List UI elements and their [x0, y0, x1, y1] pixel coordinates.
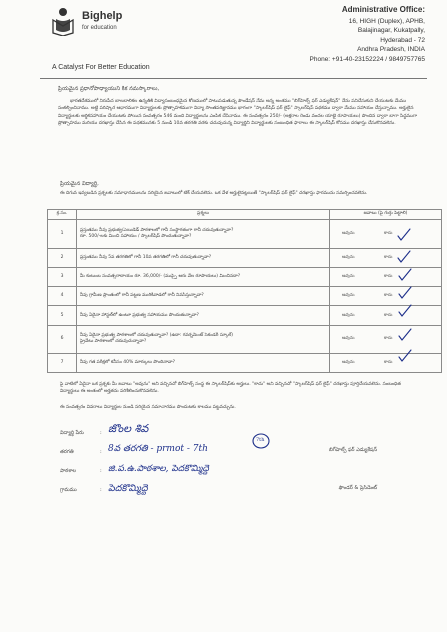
intro-paragraph: భారతదేశములో నిరుపేద బాలబాలికల ఉన్నతికి విద్యాసంబంధమైన కోణములో పాటుపడుతున్న పౌండేషన్ నేమ అన్న అంశము "బిగ్‌హెల్ప్ ఫర్ ఎడ్యుకేషన్" నేను పనిచేసుకుని చేయుటకు మేము సంకల్పించినాము. అట్టి పరిష్కార ఆధారముగా విద్యార్థులకు ప్రోత్సాహకముగా విద్యా సొంతపరిజ్ఞానము భాగంగా "స్కాలర్‌షిప్ ఫర్ లైఫ్" స్కాలర్‌షిప్ పథకము ద్వారా మేము సహాయం చేస్తున్నాము. అర్హులైన విద్యార్థులకు ఆర్థికసహాయం చేయుటకు పోయిన సంవత్సరం 546 మంది విద్యార్థులను ఎంపిక చేసినాము. ఈ సంవత్సరం 250/- (అక్షరాల రెండు వందల యాభై రూపాయలు) పొందిన ద్వారా బాగా సిద్ధముగా ప్రోత్సాహము మరియు దరఖాస్తు చేసిన ఈ పథకమునకు 5 నుండి 10వ తరగతి వరకు చదువుచున్న విద్యార్థిని విద్యార్థులకు సంబంధిత ఫారాలు ఈ స్కాలర్‌షిప్ కోసము దరఖాస్తు చేసుకొనవలెను. [58, 99, 418, 126]
handwritten-class: 8వ తరగతి - prmot - 7th [108, 444, 208, 454]
row-number: 3 [48, 267, 77, 286]
label-school: పాఠశాల [60, 468, 77, 474]
answer-yes-option[interactable]: అవును [342, 230, 355, 236]
answer-yes-option[interactable]: అవును [342, 254, 355, 260]
address-line: Hyderabad - 72 [380, 36, 425, 44]
question-line: ప్రైవేటు పాఠశాలలో చదువుచున్నావా? [80, 339, 147, 345]
row-number: 2 [48, 248, 77, 267]
row-number: 5 [48, 306, 77, 325]
col-header-answer: జవాబు (పై గుర్తు పెట్టాలి) [330, 210, 442, 220]
question-line: ప్రస్తుతము నీవు 5వ తరగతిలో గానీ 10వ తరగతిలో గానీ చదువుతున్నావా? [80, 254, 212, 260]
office-title: Administrative Office: [341, 5, 425, 14]
signoff-founder: ఫౌండర్ & ప్రెసిడెంట్ [338, 485, 377, 491]
table-header-row [48, 210, 442, 220]
answer-cell [330, 325, 442, 353]
closing-note-2: ఈ సంవత్సరం వివరాలు విద్యార్థుల నుండి సరియైన సమాచారము పొందుటకు కాలము పట్టవచ్చును. [60, 405, 236, 410]
table-row [48, 287, 442, 306]
answer-yes-option[interactable]: అవును [342, 336, 355, 342]
brand-name: Bighelp [82, 10, 123, 22]
tagline: A Catalyst For Better Education [52, 64, 150, 71]
brand-subtitle: for education [82, 25, 117, 31]
table-row [48, 306, 442, 325]
answer-no-option[interactable]: కాదు [384, 254, 393, 260]
question-line: నీవు గ్రామీణ ప్రాంతంలో గానీ పట్టణ మురికివాడలో గానీ నివసిస్తున్నావా? [80, 293, 204, 299]
label-student-name: విద్యార్థి పేరు [60, 430, 84, 436]
salutation: ప్రియమైన ప్రధానోపాధ్యాయుని కిక నమస్కారాలు, [58, 86, 160, 92]
answer-cell [330, 353, 442, 372]
colon-sep: : [100, 487, 102, 493]
answer-no-option[interactable]: కాదు [384, 312, 393, 318]
answer-cell [330, 306, 442, 325]
question-line: నీవు ఏదైనా హాస్టల్‌లో ఉంటూ ప్రభుత్వ సహాయము పొందుతున్నావా? [80, 312, 199, 318]
question-line: ప్రస్తుతము నీవు ప్రభుత్వ/ఎయిడెడ్ పాఠశాలలో గానీ సంస్థాగతంగా గానీ చదువుతున్నావా? [80, 227, 234, 233]
handwritten-village: పెదకొమ్మిద్దె [108, 483, 148, 494]
answer-yes-option[interactable]: అవును [342, 359, 355, 365]
answer-no-option[interactable]: కాదు [384, 230, 393, 236]
row-number: 1 [48, 219, 77, 248]
question-line: రూ. 500/-లకు మించి సహాయం / స్కాలర్‌షిప్ పొందుతున్నావా? [80, 233, 192, 239]
handwritten-school: జి.ప.ఉ.పాఠశాల, పెదకొమ్మిద్దె [108, 464, 209, 474]
question-text [77, 325, 330, 353]
colon-sep: : [100, 449, 102, 455]
question-text [77, 287, 330, 306]
book-reader-icon [52, 6, 74, 36]
header-divider [40, 78, 427, 79]
label-class: తరగతి [60, 449, 74, 455]
answer-no-option[interactable]: కాదు [384, 274, 393, 280]
answer-yes-option[interactable]: అవును [342, 312, 355, 318]
answer-cell [330, 267, 442, 286]
office-address-block [310, 5, 425, 63]
instructions-paragraph: ఈ దిగువ ఇవ్వబడిన ప్రశ్నలకు సమాధానములను సరియైన జవాబులో టిక్ చేయవలెను. ఒక వేళ అర్హులైనట్లయితే "స్కాలర్‌షిప్ ఫర్ లైఫ్" దరఖాస్తు ఫారమును సమర్పించవలెను. [60, 191, 368, 196]
question-line: నీవు గత పరీక్షలో కనీసం 40% మార్కులు పొందినావా? [80, 359, 176, 365]
eligibility-questionnaire [47, 209, 442, 373]
question-text [77, 267, 330, 286]
row-number: 7 [48, 353, 77, 372]
col-header-question: ప్రశ్నలు [77, 210, 330, 220]
office-phone: Phone: +91-40-23152224 / 9849757765 [309, 55, 425, 63]
answer-cell [330, 248, 442, 267]
table-row [48, 219, 442, 248]
answer-yes-option[interactable]: అవును [342, 293, 355, 299]
row-number: 4 [48, 287, 77, 306]
question-text [77, 353, 330, 372]
table-row [48, 267, 442, 286]
handwritten-student-name: జొంల శివ [108, 422, 149, 435]
closing-note: పై వాటిలో ఏదైనా ఒక ప్రశ్నకు మీ జవాబు "అవును" అని వచ్చినచో బిగ్‌హెల్ప్ సంస్థ ఈ స్కాలర్‌షిప్‌కు అర్హులు. "కాదు" అని వచ్చినచో "స్కాలర్‌షిప్ ఫర్ లైఫ్" దరఖాస్తు పూర్తిచేయవలెను. సంబంధిత విద్యార్థులు ఈ అంశంలో అర్హతను పరిశీలించుకొనవలెను. [60, 382, 401, 395]
answer-cell [330, 219, 442, 248]
address-line: Balajinagar, Kukatpally, [357, 27, 425, 35]
grade-circle-text: 7th [256, 437, 265, 443]
answer-cell [330, 287, 442, 306]
question-line: నీవు ఏదైనా ప్రభుత్వ పాఠశాలలో చదువుతున్నావా? (ఉదా: గవర్నమెంట్ సెకండరీ స్కూల్) [80, 333, 234, 339]
address-line: 16, HIGH (Duplex), APHB, [348, 18, 425, 25]
question-text [77, 248, 330, 267]
answer-no-option[interactable]: కాదు [384, 293, 393, 299]
row-number: 6 [48, 325, 77, 353]
table-row [48, 325, 442, 353]
colon-sep: : [100, 468, 102, 474]
question-text [77, 219, 330, 248]
question-text [77, 306, 330, 325]
answer-no-option[interactable]: కాదు [384, 359, 393, 365]
answer-no-option[interactable]: కాదు [384, 336, 393, 342]
signoff-organization: బిగ్‌హెల్ప్ ఫర్ ఎడ్యుకేషన్ [328, 447, 377, 453]
table-row [48, 248, 442, 267]
address-line: Andhra Pradesh, INDIA [357, 46, 425, 54]
col-header-serial: క్ర.సం. [48, 210, 77, 220]
student-greeting: ప్రియమైన విద్యార్థి, [60, 181, 99, 187]
table-row [48, 353, 442, 372]
question-line: మీ కుటుంబ సంవత్సరాదాయం రూ. 36,000/- (ముప్పై ఆరు వేల రూపాయలు) మించినదా? [80, 274, 241, 280]
answer-yes-option[interactable]: అవును [342, 274, 355, 280]
colon-sep: : [100, 430, 102, 436]
label-village: గ్రామము [60, 487, 77, 493]
